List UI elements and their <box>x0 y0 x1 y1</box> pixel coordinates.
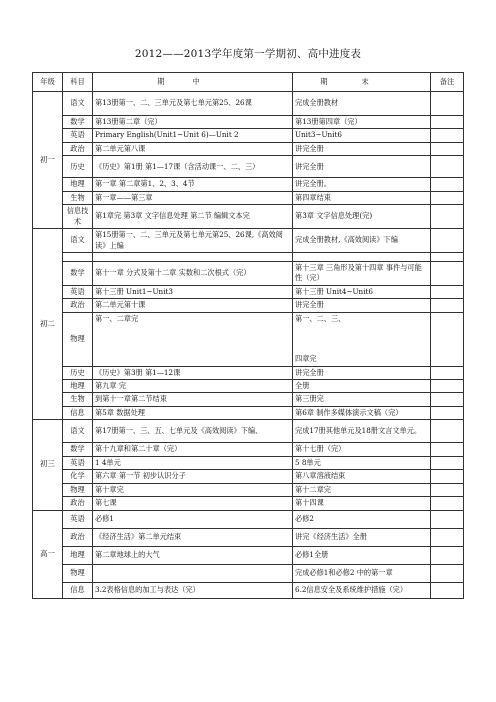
subject-cell: 历史 <box>63 366 93 379</box>
notes-cell <box>431 564 464 582</box>
midterm-cell: 第一章 第二章第1、2、3、4节 <box>93 178 293 191</box>
final-cell: 第四章结束 <box>293 191 431 204</box>
notes-cell <box>431 129 464 142</box>
midterm-cell: 第六章 第一节 初步认识分子 <box>93 470 293 483</box>
grade-cell: 高一 <box>33 510 63 598</box>
progress-table <box>32 72 464 599</box>
midterm-cell: Primary English(Unit1~Unit 6)—Unit 2 <box>93 129 293 142</box>
notes-cell <box>431 497 464 510</box>
midterm-cell: 第13册第二章（完） <box>93 116 293 129</box>
subject-cell: 数学 <box>63 261 93 285</box>
final-cell: 第三册完 <box>293 393 431 406</box>
final-cell: 第3章 文字信息处理(完) <box>293 205 431 229</box>
final-cell: 第十三章 三角形及第十四章 事件与可能性（完） <box>293 261 431 285</box>
notes-cell <box>431 528 464 546</box>
subject-cell: 政治 <box>63 299 93 312</box>
header-midterm: 期中 <box>93 73 293 92</box>
notes-cell <box>431 420 464 443</box>
midterm-cell: 第5章 数据处理 <box>93 406 293 419</box>
subject-cell: 英语 <box>63 456 93 469</box>
table-row <box>33 312 464 366</box>
subject-cell: 政治 <box>63 528 93 546</box>
subject-cell: 化学 <box>63 470 93 483</box>
final-cell: 第十七册（完） <box>293 443 431 456</box>
subject-cell: 信息 <box>63 582 93 598</box>
document-title: 2012——2013学年度第一学期初、高中进度表 <box>134 48 362 60</box>
table-row <box>33 205 464 229</box>
table-row <box>33 497 464 510</box>
final-cell: 第13册第四章（完） <box>293 116 431 129</box>
table-row <box>33 116 464 129</box>
final-cell: 完成17册其他单元及18册文言文单元。 <box>293 420 431 443</box>
midterm-cell: 《经济生活》第二单元结束 <box>93 528 293 546</box>
subject-cell: 政治 <box>63 497 93 510</box>
subject-cell: 信息 <box>63 406 93 419</box>
subject-cell <box>63 252 93 261</box>
table-row <box>33 380 464 393</box>
final-cell: 讲完全册 <box>293 142 431 155</box>
subject-cell: 英语 <box>63 285 93 298</box>
table-row <box>33 456 464 469</box>
notes-cell <box>431 470 464 483</box>
midterm-cell: 《历史》第1册 第1—17课（含活动课一、二、三） <box>93 156 293 178</box>
final-cell: 第十三册 Unit4~Unit6 <box>293 285 431 298</box>
subject-cell: 历史 <box>63 156 93 178</box>
header-final: 期末 <box>293 73 431 92</box>
midterm-cell: 第十三册 Unit1~Unit3 <box>93 285 293 298</box>
table-row <box>33 366 464 379</box>
subject-cell: 地理 <box>63 178 93 191</box>
subject-cell: 数学 <box>63 443 93 456</box>
midterm-cell: 第一章——第三章 <box>93 191 293 204</box>
notes-cell <box>431 261 464 285</box>
final-cell-line: 第一、二、三、 <box>295 313 346 323</box>
notes-cell <box>431 178 464 191</box>
header-grade: 年级 <box>33 73 63 92</box>
final-cell: 第八章溶液结束 <box>293 470 431 483</box>
final-cell: 5 8单元 <box>293 456 431 469</box>
final-cell: 讲完全册 <box>293 299 431 312</box>
midterm-cell: 第二章地球上的大气 <box>93 546 293 564</box>
final-cell: 讲完《经济生活》全册 <box>293 528 431 546</box>
table-row <box>33 393 464 406</box>
notes-cell <box>431 252 464 261</box>
notes-cell <box>431 191 464 204</box>
subject-cell: 物理 <box>63 483 93 496</box>
final-cell: 必修2 <box>293 510 431 528</box>
final-cell-line: 四章完 <box>295 354 317 364</box>
grade-cell: 初三 <box>33 420 63 510</box>
header-subject: 科目 <box>63 73 93 92</box>
notes-cell <box>431 205 464 229</box>
midterm-cell: 第九章 完 <box>93 380 293 393</box>
table-row <box>33 528 464 546</box>
final-cell: 第6章 制作多媒体演示文稿（完） <box>293 406 431 419</box>
midterm-cell: 第13册第一、二、三单元及第七单元第25、26课 <box>93 92 293 116</box>
midterm-cell: 第15册第一、二、三单元及第七单元第25、26课,《高效阅读》上编 <box>93 229 293 253</box>
final-cell: 第十二章完 <box>293 483 431 496</box>
midterm-cell: 到第十一章第二节结束 <box>93 393 293 406</box>
midterm-cell <box>93 252 293 261</box>
table-row <box>33 406 464 419</box>
final-cell: 第十四课 <box>293 497 431 510</box>
midterm-cell: 第1章完 第3章 文字信息处理 第二节 编辑文本完 <box>93 205 293 229</box>
grade-cell: 初一 <box>33 92 63 229</box>
subject-cell: 信息技术 <box>63 205 93 229</box>
notes-cell <box>431 582 464 598</box>
final-cell: Unit3~Unit6 <box>293 129 431 142</box>
midterm-cell: 必修1 <box>93 510 293 528</box>
notes-cell <box>431 546 464 564</box>
subject-cell: 政治 <box>63 142 93 155</box>
table-row <box>33 510 464 528</box>
midterm-cell: 第二单元第十课 <box>93 299 293 312</box>
table-row <box>33 470 464 483</box>
midterm-cell: 第十一章 分式及第十二章 实数和二次根式（完） <box>93 261 293 285</box>
midterm-cell: 《历史》第3册 第1—12课 <box>93 366 293 379</box>
subject-cell: 语文 <box>63 229 93 253</box>
notes-cell <box>431 380 464 393</box>
table-row <box>33 252 464 261</box>
table-row <box>33 178 464 191</box>
notes-cell <box>431 299 464 312</box>
table-row <box>33 129 464 142</box>
final-cell: 讲完全册。 <box>293 178 431 191</box>
notes-cell <box>431 142 464 155</box>
table-row <box>33 191 464 204</box>
subject-cell: 生物 <box>63 393 93 406</box>
table-row <box>33 582 464 598</box>
grade-cell: 初二 <box>33 229 63 420</box>
table-row <box>33 443 464 456</box>
subject-cell: 英语 <box>63 510 93 528</box>
table-row <box>33 92 464 116</box>
notes-cell <box>431 393 464 406</box>
table-row <box>33 546 464 564</box>
final-cell: 全册 <box>293 380 431 393</box>
table-row <box>33 261 464 285</box>
midterm-cell: 第一、二章完 <box>93 312 293 366</box>
header-row <box>33 73 464 92</box>
final-cell: 讲完全册 <box>293 366 431 379</box>
notes-cell <box>431 92 464 116</box>
final-cell <box>293 252 431 261</box>
notes-cell <box>431 510 464 528</box>
subject-cell: 物理 <box>63 312 93 366</box>
notes-cell <box>431 285 464 298</box>
subject-cell: 数学 <box>63 116 93 129</box>
notes-cell <box>431 312 464 366</box>
table-row <box>33 142 464 155</box>
subject-cell: 地理 <box>63 546 93 564</box>
notes-cell <box>431 443 464 456</box>
final-cell: 讲完全册 <box>293 156 431 178</box>
notes-cell <box>431 116 464 129</box>
notes-cell <box>431 366 464 379</box>
midterm-cell: 第七课 <box>93 497 293 510</box>
subject-cell: 地理 <box>63 380 93 393</box>
table-row <box>33 299 464 312</box>
midterm-cell: 3.2表格信息的加工与表达（完） <box>93 582 293 598</box>
notes-cell <box>431 483 464 496</box>
table-row <box>33 285 464 298</box>
subject-cell: 英语 <box>63 129 93 142</box>
final-cell <box>293 312 431 366</box>
midterm-cell: 1 4单元 <box>93 456 293 469</box>
subject-cell: 语文 <box>63 92 93 116</box>
final-cell: 完成必修1和必修2 中的第一章 <box>293 564 431 582</box>
table-body <box>33 92 464 599</box>
midterm-cell: 第十章完 <box>93 483 293 496</box>
table-row <box>33 156 464 178</box>
final-cell: 6.2信息安全及系统维护措施（完） <box>293 582 431 598</box>
table-row <box>33 229 464 253</box>
midterm-cell: 第17册第一、三、五、七单元及《高效阅读》下编、 <box>93 420 293 443</box>
table-row <box>33 483 464 496</box>
table-row <box>33 420 464 443</box>
header-notes: 备注 <box>431 73 464 92</box>
notes-cell <box>431 229 464 253</box>
midterm-cell: 第十九章和第二十章（完） <box>93 443 293 456</box>
midterm-cell <box>93 564 293 582</box>
notes-cell <box>431 456 464 469</box>
final-cell: 必修1全册 <box>293 546 431 564</box>
subject-cell: 生物 <box>63 191 93 204</box>
subject-cell: 语文 <box>63 420 93 443</box>
table-row <box>33 564 464 582</box>
notes-cell <box>431 156 464 178</box>
midterm-cell: 第二单元第八课 <box>93 142 293 155</box>
final-cell: 完成全册教材,《高效阅读》下编 <box>293 229 431 253</box>
final-cell: 完成全册教材 <box>293 92 431 116</box>
notes-cell <box>431 406 464 419</box>
subject-cell: 物理 <box>63 564 93 582</box>
